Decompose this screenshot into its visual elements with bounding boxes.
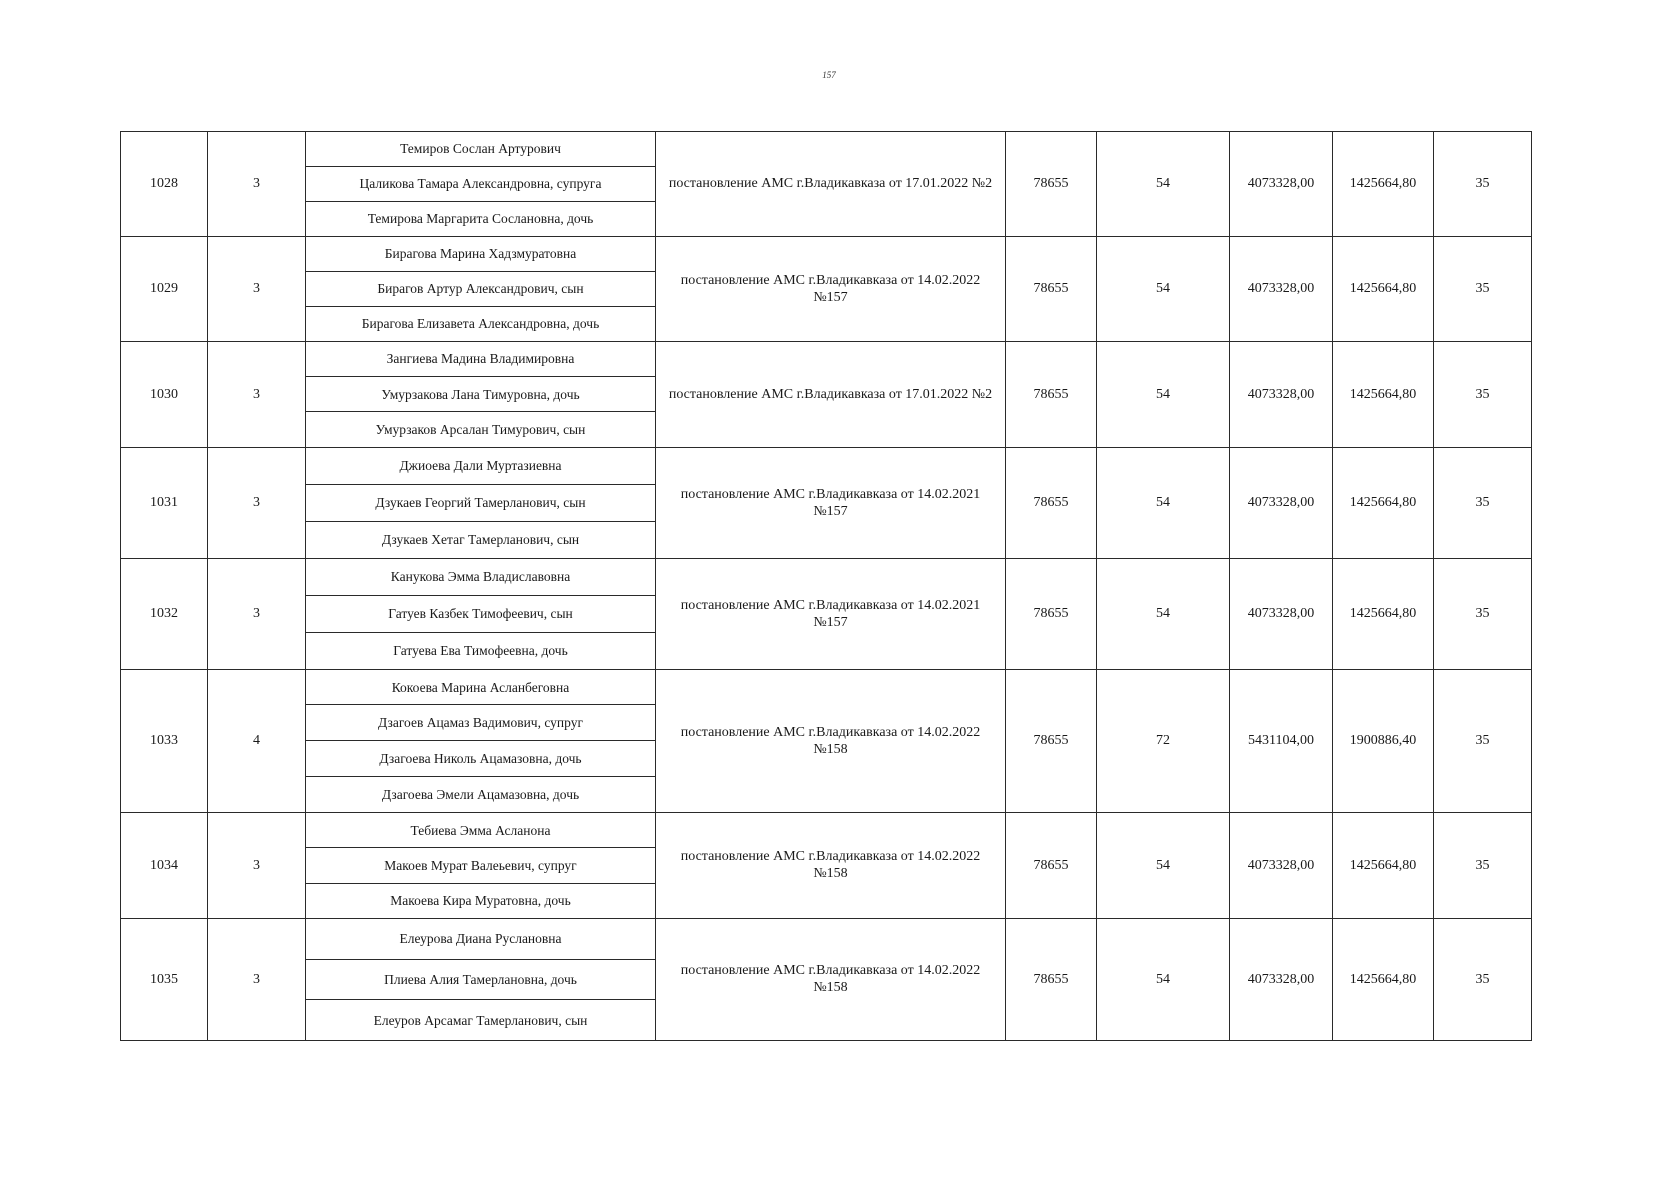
- record-number: 1032: [121, 558, 208, 669]
- record-number: 1035: [121, 918, 208, 1040]
- value-c3: 4073328,00: [1230, 341, 1333, 447]
- table-row: [121, 447, 1532, 484]
- decree-reference: постановление АМС г.Владикавказа от 14.02.2022 №158: [656, 669, 1006, 812]
- record-number: 1033: [121, 669, 208, 812]
- value-c3: 4073328,00: [1230, 236, 1333, 341]
- decree-reference: постановление АМС г.Владикавказа от 17.01.2022 №2: [656, 341, 1006, 447]
- value-c4: 1425664,80: [1333, 558, 1434, 669]
- value-c2: 54: [1097, 447, 1230, 558]
- value-c5: 35: [1434, 447, 1532, 558]
- value-c4: 1425664,80: [1333, 236, 1434, 341]
- value-c1: 78655: [1006, 669, 1097, 812]
- value-c2: 54: [1097, 132, 1230, 237]
- member-name: Тебиева Эмма Асланона: [306, 812, 656, 847]
- value-c3: 4073328,00: [1230, 558, 1333, 669]
- value-c4: 1425664,80: [1333, 132, 1434, 237]
- value-c1: 78655: [1006, 236, 1097, 341]
- record-number: 1034: [121, 812, 208, 918]
- value-c1: 78655: [1006, 447, 1097, 558]
- records-table-body: [121, 132, 1532, 1041]
- value-c5: 35: [1434, 132, 1532, 237]
- member-name: Елеурова Диана Руслановна: [306, 918, 656, 959]
- record-number: 1028: [121, 132, 208, 237]
- member-name: Дзукаев Георгий Тамерланович, сын: [306, 484, 656, 521]
- decree-reference: постановление АМС г.Владикавказа от 14.02.2021 №157: [656, 447, 1006, 558]
- value-c1: 78655: [1006, 918, 1097, 1040]
- family-size: 3: [208, 341, 306, 447]
- member-name: Бирагова Елизавета Александровна, дочь: [306, 306, 656, 341]
- value-c5: 35: [1434, 812, 1532, 918]
- value-c5: 35: [1434, 918, 1532, 1040]
- value-c5: 35: [1434, 236, 1532, 341]
- value-c5: 35: [1434, 558, 1532, 669]
- table-row: [121, 341, 1532, 376]
- value-c4: 1900886,40: [1333, 669, 1434, 812]
- member-name: Бирагова Марина Хадзмуратовна: [306, 236, 656, 271]
- member-name: Джиоева Дали Муртазиевна: [306, 447, 656, 484]
- member-name: Елеуров Арсамаг Тамерланович, сын: [306, 1000, 656, 1041]
- table-row: [121, 132, 1532, 167]
- member-name: Гатуев Казбек Тимофеевич, сын: [306, 595, 656, 632]
- record-number: 1031: [121, 447, 208, 558]
- value-c3: 4073328,00: [1230, 918, 1333, 1040]
- member-name: Зангиева Мадина Владимировна: [306, 341, 656, 376]
- table-row: [121, 918, 1532, 959]
- decree-reference: постановление АМС г.Владикавказа от 14.02.2022 №158: [656, 918, 1006, 1040]
- member-name: Дзагоева Николь Ацамазовна, дочь: [306, 741, 656, 777]
- member-name: Канукова Эмма Владиславовна: [306, 558, 656, 595]
- member-name: Кокоева Марина Асланбеговна: [306, 669, 656, 705]
- decree-reference: постановление АМС г.Владикавказа от 17.01.2022 №2: [656, 132, 1006, 237]
- value-c3: 4073328,00: [1230, 132, 1333, 237]
- member-name: Цаликова Тамара Александровна, супруга: [306, 166, 656, 201]
- member-name: Плиева Алия Тамерлановна, дочь: [306, 959, 656, 1000]
- page-number: 157: [822, 70, 836, 80]
- family-size: 3: [208, 236, 306, 341]
- family-size: 3: [208, 558, 306, 669]
- value-c4: 1425664,80: [1333, 341, 1434, 447]
- record-number: 1030: [121, 341, 208, 447]
- decree-reference: постановление АМС г.Владикавказа от 14.02.2022 №158: [656, 812, 1006, 918]
- value-c2: 54: [1097, 812, 1230, 918]
- value-c1: 78655: [1006, 132, 1097, 237]
- family-size: 3: [208, 812, 306, 918]
- value-c4: 1425664,80: [1333, 812, 1434, 918]
- value-c3: 4073328,00: [1230, 447, 1333, 558]
- member-name: Дзагоев Ацамаз Вадимович, супруг: [306, 705, 656, 741]
- value-c1: 78655: [1006, 341, 1097, 447]
- value-c4: 1425664,80: [1333, 918, 1434, 1040]
- value-c5: 35: [1434, 341, 1532, 447]
- value-c2: 54: [1097, 558, 1230, 669]
- table-row: [121, 236, 1532, 271]
- table-row: [121, 669, 1532, 705]
- decree-reference: постановление АМС г.Владикавказа от 14.02.2022 №157: [656, 236, 1006, 341]
- member-name: Темирова Маргарита Сослановна, дочь: [306, 201, 656, 236]
- value-c4: 1425664,80: [1333, 447, 1434, 558]
- value-c1: 78655: [1006, 812, 1097, 918]
- member-name: Макоева Кира Муратовна, дочь: [306, 883, 656, 918]
- value-c2: 72: [1097, 669, 1230, 812]
- value-c2: 54: [1097, 341, 1230, 447]
- member-name: Дзагоева Эмели Ацамазовна, дочь: [306, 777, 656, 813]
- decree-reference: постановление АМС г.Владикавказа от 14.02.2021 №157: [656, 558, 1006, 669]
- value-c2: 54: [1097, 236, 1230, 341]
- table-row: [121, 558, 1532, 595]
- member-name: Умурзакова Лана Тимуровна, дочь: [306, 377, 656, 412]
- record-number: 1029: [121, 236, 208, 341]
- value-c3: 4073328,00: [1230, 812, 1333, 918]
- family-size: 3: [208, 132, 306, 237]
- family-size: 4: [208, 669, 306, 812]
- table-row: [121, 812, 1532, 847]
- family-size: 3: [208, 918, 306, 1040]
- member-name: Бирагов Артур Александрович, сын: [306, 271, 656, 306]
- value-c3: 5431104,00: [1230, 669, 1333, 812]
- member-name: Умурзаков Арсалан Тимурович, сын: [306, 412, 656, 447]
- member-name: Темиров Сослан Артурович: [306, 132, 656, 167]
- value-c2: 54: [1097, 918, 1230, 1040]
- records-table: [120, 131, 1532, 1041]
- member-name: Гатуева Ева Тимофеевна, дочь: [306, 632, 656, 669]
- value-c1: 78655: [1006, 558, 1097, 669]
- member-name: Дзукаев Хетаг Тамерланович, сын: [306, 521, 656, 558]
- member-name: Макоев Мурат Валеьевич, супруг: [306, 848, 656, 883]
- value-c5: 35: [1434, 669, 1532, 812]
- family-size: 3: [208, 447, 306, 558]
